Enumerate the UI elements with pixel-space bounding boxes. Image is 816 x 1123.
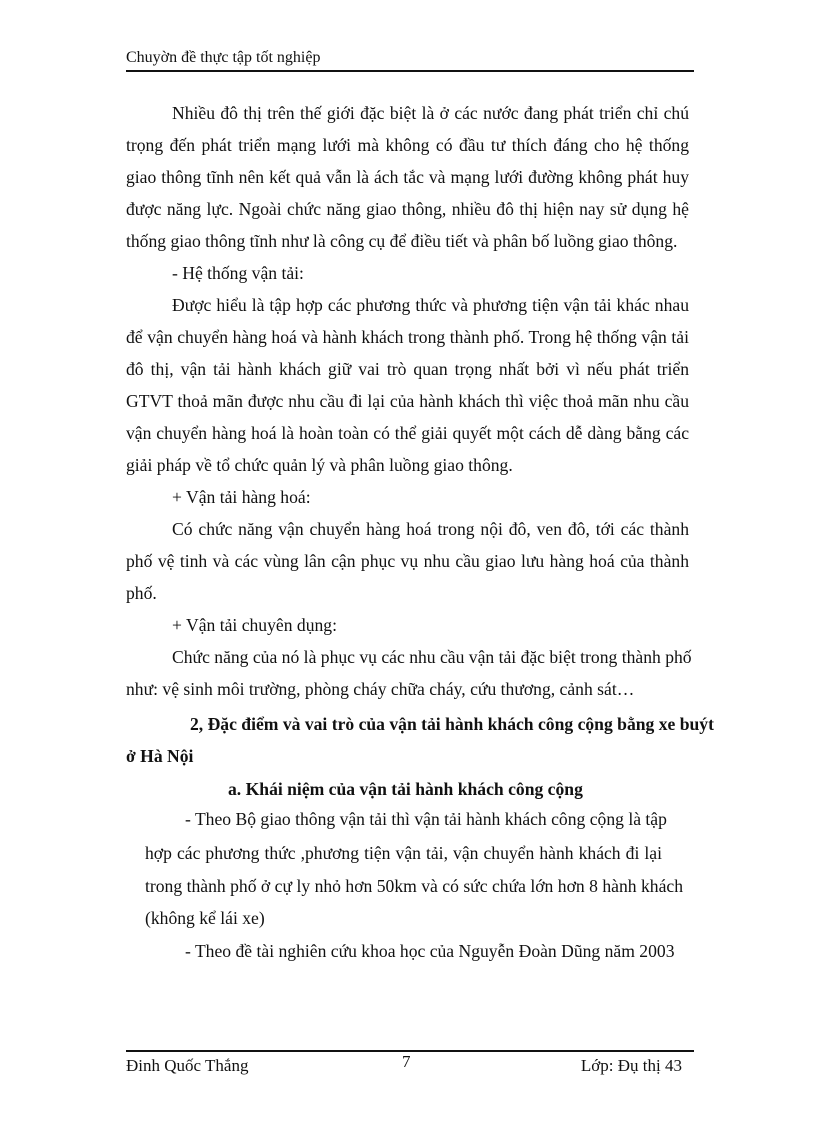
- body-line: - Theo đề tài nghiên cứu khoa học của Nguyễn Đoàn Dũng năm 2003: [185, 941, 675, 961]
- transport-system-heading: - Hệ thống vận tải:: [172, 263, 304, 283]
- body-line: đô thị, vận tải hành khách giữ vai trò quan trọng nhất bởi vì nếu phát triển: [126, 359, 689, 379]
- page-footer: [126, 1050, 694, 1076]
- body-line: để vận chuyển hàng hoá và hành khách trong thành phố. Trong hệ thống vận tải: [126, 327, 689, 347]
- body-line: trọng đến phát triển mạng lưới mà không có đầu tư thích đáng cho hệ thống: [126, 135, 689, 155]
- footer-class: Lớp: Đụ thị 43: [580, 1056, 682, 1075]
- body-line: GTVT thoả mãn được nhu cầu đi lại của hành khách thì việc thoả mãn nhu cầu: [126, 391, 689, 411]
- body-line: Nhiều đô thị trên thế giới đặc biệt là ở các nước đang phát triển chỉ chú: [172, 103, 689, 123]
- body-line: (không kể lái xe): [145, 908, 265, 928]
- subsection-heading: a. Khái niệm của vận tải hành khách công cộng: [228, 779, 583, 799]
- body-line: phố vệ tinh và các vùng lân cận phục vụ nhu cầu giao lưu hàng hoá của thành: [126, 551, 689, 571]
- body-line: Được hiểu là tập hợp các phương thức và phương tiện vận tải khác nhau: [172, 295, 689, 315]
- special-transport-heading: + Vận tải chuyên dụng:: [172, 615, 337, 635]
- body-line: vận chuyển hàng hoá là hoàn toàn có thể giải quyết một cách dễ dàng bằng các: [126, 423, 689, 443]
- body-line: giao thông tĩnh nên kết quả vẫn là ách tắc và mạng lưới đường không phát huy: [126, 167, 689, 187]
- page-header: [126, 47, 694, 71]
- body-line: được năng lực. Ngoài chức năng giao thông, nhiều đô thị hiện nay sử dụng hệ: [126, 199, 689, 219]
- header-divider: [126, 70, 694, 72]
- page-number: 7: [402, 1052, 411, 1071]
- section-heading: 2, Đặc điểm và vai trò của vận tải hành khách công cộng bằng xe buýt: [190, 714, 714, 734]
- body-line: Có chức năng vận chuyển hàng hoá trong nội đô, ven đô, tới các thành: [172, 519, 689, 539]
- body-line: thống giao thông tĩnh như là công cụ để điều tiết và phân bố luồng giao thông.: [126, 231, 678, 251]
- body-line: giải pháp về tổ chức quản lý và phân luồng giao thông.: [126, 455, 513, 475]
- header-title: Chuyờn đề thực tập tốt nghiệp: [126, 49, 321, 66]
- footer-author: Đinh Quốc Thắng: [126, 1056, 249, 1075]
- body-line: như: vệ sinh môi trường, phòng cháy chữa cháy, cứu thương, cảnh sát…: [126, 679, 635, 699]
- body-line: hợp các phương thức ,phương tiện vận tải, vận chuyển hành khách đi lại: [145, 843, 662, 863]
- section-heading-cont: ở Hà Nội: [126, 746, 194, 766]
- body-line: trong thành phố ở cự ly nhỏ hơn 50km và có sức chứa lớn hơn 8 hành khách: [145, 876, 683, 896]
- freight-transport-heading: + Vận tải hàng hoá:: [172, 487, 311, 507]
- body-line: - Theo Bộ giao thông vận tải thì vận tải hành khách công cộng là tập: [185, 809, 667, 829]
- body-line: phố.: [126, 583, 157, 603]
- body-line: Chức năng của nó là phục vụ các nhu cầu vận tải đặc biệt trong thành phố: [172, 647, 692, 667]
